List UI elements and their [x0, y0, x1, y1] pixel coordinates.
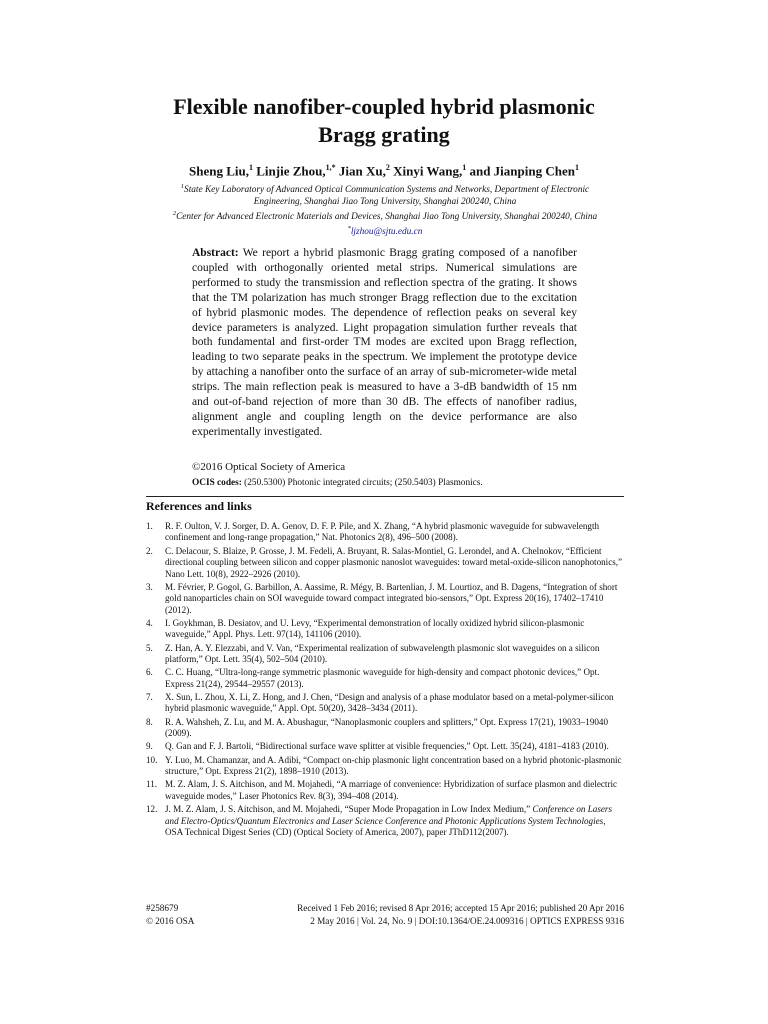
reference-number: 7. [146, 692, 153, 703]
abstract-text: We report a hybrid plasmonic Bragg grating composed of a nanofiber coupled with orthogonally oriented metal strips. Numerical simulations are performed to study the transmission and reflection spectra of the grating. It shows that the TM polarization has much stronger Bragg reflection due to the excitation of hybrid plasmonic modes. The dependence of reflection peaks on several key device parameters is analyzed. Light propagation simulation further reveals that both fundamental and first-order TM modes are excited upon Bragg reflection, leading to two separate peaks in the spectrum. We implement the prototype device by attaching a nanofiber onto the surface of an array of sub-micrometer-wide metal strips. The main reflection peak is measured to have a 3-dB bandwidth of 15 nm and out-of-band rejection of more than 30 dB. The effects of nanofiber radius, alignment angle and coupling length on the device performance are also experimentally investigated. [192, 247, 577, 438]
affiliation-1-line-2: Engineering, Shanghai Jiao Tong University, Shanghai 200240, China [253, 197, 517, 208]
reference-item [146, 741, 624, 752]
ocis-text: (250.5300) Photonic integrated circuits; (250.5403) Plasmonics. [244, 478, 483, 488]
reference-number: 1. [146, 521, 153, 531]
reference-item [146, 755, 624, 778]
reference-number: 4. [146, 617, 153, 628]
corresponding-mark: * [347, 225, 351, 233]
reference-text: Q. Gan and F. J. Bartoli, “Bidirectional surface wave splitter at visible frequencies,” Opt. Lett. 35(24), 4181–4183 (2010). [165, 741, 609, 752]
reference-text: J. M. Z. Alam, J. S. Aitchison, and M. Mojahedi, “Super Mode Propagation in Low Index Medium,” [165, 804, 531, 815]
osa-copyright: © 2016 OSA [146, 916, 195, 926]
page-footer [146, 902, 624, 928]
reference-item [146, 546, 624, 580]
corresponding-email [140, 223, 630, 238]
received-dates: Received 1 Feb 2016; revised 8 Apr 2016; accepted 15 Apr 2016; published 20 Apr 2016 [297, 903, 624, 913]
reference-item [146, 582, 624, 616]
reference-number: 8. [146, 716, 153, 727]
affiliation-1-line-1: State Key Laboratory of Advanced Optical Communication Systems and Networks, Department of Electronic [184, 185, 590, 196]
reference-number: 3. [146, 581, 153, 592]
author-affiliation-mark: 1 [462, 163, 467, 172]
author-name: Xinyi Wang, [393, 163, 463, 179]
copyright-line: ©2016 Optical Society of America [192, 461, 346, 473]
affiliation-mark: 1 [180, 183, 185, 190]
author-list [100, 160, 668, 179]
abstract-label: Abstract: [192, 247, 239, 259]
affiliation-2-line-1: Center for Advanced Electronic Materials and Devices, Shanghai Jiao Tong University, Shanghai 200240, China [176, 212, 598, 223]
reference-text: C. C. Huang, “Ultra-long-range symmetric plasmonic waveguide for high-density and compact photonic devices,” Opt. Express 21(24), 29544–29557 (2013). [165, 667, 600, 689]
affiliation-1 [140, 181, 630, 196]
reference-item [146, 521, 624, 544]
reference-item [146, 804, 624, 838]
manuscript-id: #258679 [146, 903, 179, 913]
author-affiliation-mark: 2 [385, 163, 390, 172]
reference-item [146, 717, 624, 740]
journal-citation: 2 May 2016 | Vol. 24, No. 9 | DOI:10.1364/OE.24.009316 | OPTICS EXPRESS 9316 [310, 916, 624, 926]
reference-text: M. Z. Alam, J. S. Aitchison, and M. Mojahedi, “A marriage of convenience: Hybridization of surface plasmon and dielectric waveguide modes,” Laser Photonics Rev. 8(3), 394–408 (2014). [165, 779, 618, 801]
reference-number: 2. [146, 545, 153, 556]
reference-item [146, 692, 624, 715]
reference-text: X. Sun, L. Zhou, X. Li, Z. Hong, and J. Chen, “Design and analysis of a phase modulator based on a metal-polymer-silicon hybrid plasmonic waveguide,” Appl. Opt. 50(20), 3428–3434 (2011). [165, 692, 614, 714]
reference-text: Y. Luo, M. Chamanzar, and A. Adibi, “Compact on-chip plasmonic light concentration based on a hybrid photonic-plasmonic structure,” Opt. Express 21(2), 1898–1910 (2013). [165, 754, 622, 777]
reference-text: M. Février, P. Gogol, G. Barbillon, A. Aassime, R. Mégy, B. Bartenlian, J. M. Lourtioz, and B. Dagens, “Integration of short gold nanoparticles chain on SOI waveguide toward compact integrated bio-sensors,” Opt. Express 20(16), 17402–17410 (2012). [165, 581, 618, 615]
affiliations [140, 181, 630, 238]
references-heading: References and links [146, 499, 252, 513]
reference-number: 6. [146, 667, 153, 678]
affiliation-2 [140, 208, 630, 223]
affiliation-mark: 2 [172, 210, 177, 218]
title-line-2: Bragg grating [318, 122, 450, 147]
paper-title [100, 93, 668, 149]
author-name: Sheng Liu, [189, 163, 250, 179]
reference-number: 5. [146, 642, 153, 653]
author-name: Linjie Zhou, [256, 163, 326, 179]
author-affiliation-mark: 1 [574, 163, 579, 172]
email-link[interactable]: ljzhou@sjtu.edu.cn [350, 227, 423, 238]
section-divider [146, 496, 624, 497]
reference-item [146, 643, 624, 666]
reference-text: Z. Han, A. Y. Elezzabi, and V. Van, “Experimental realization of subwavelength plasmonic slot waveguides on a silicon platform,” Opt. Lett. 35(4), 502–504 (2010). [165, 642, 600, 665]
reference-number: 9. [146, 741, 153, 752]
reference-item [146, 667, 624, 690]
author-name: Jian Xu, [338, 163, 386, 179]
ocis-label: OCIS codes: [192, 478, 242, 488]
author-affiliation-mark: 1,* [325, 163, 336, 172]
author-name: and Jianping Chen [469, 163, 575, 179]
abstract [192, 246, 577, 440]
author-affiliation-mark: 1 [249, 163, 254, 172]
reference-tail-text: OSA Technical Digest Series (CD) (Optical Society of America, 2007), paper JThD112(2007). [165, 826, 509, 837]
reference-number: 11. [146, 779, 158, 790]
reference-text: I. Goykhman, B. Desiatov, and U. Levy, “Experimental demonstration of locally oxidized hybrid silicon-plasmonic waveguide,” Appl. Phys. Lett. 97(14), 141106 (2010). [165, 617, 585, 640]
reference-number: 12. [146, 804, 158, 815]
reference-item [146, 779, 624, 802]
reference-italic-text: Conference on Lasers and Electro-Optics/Quantum Electronics and Laser Science Conference and Photonic Applications System Technologies, [165, 804, 612, 826]
reference-number: 10. [146, 754, 158, 765]
reference-text: R. F. Oulton, V. J. Sorger, D. A. Genov, D. F. P. Pile, and X. Zhang, “A hybrid plasmonic waveguide for subwavelength confinement and long-range propagation,” Nat. Photonics 2(8), 496–500 (2008). [165, 521, 600, 543]
ocis-codes [192, 477, 612, 489]
reference-list [146, 521, 624, 840]
reference-text: R. A. Wahsheh, Z. Lu, and M. A. Abushagur, “Nanoplasmonic couplers and splitters,” Opt. Express 17(21), 19033–19040 (2009). [165, 716, 609, 739]
title-line-1: Flexible nanofiber-coupled hybrid plasmonic [173, 94, 595, 119]
reference-item [146, 618, 624, 641]
reference-text: C. Delacour, S. Blaize, P. Grosse, J. M. Fedeli, A. Bruyant, R. Salas-Montiel, G. Lerondel, and A. Chelnokov, “Efficient directional coupling between silicon and copper plasmonic nanoslot waveguides: toward metal-oxide-silicon nanophotonics,” Nano Lett. 10(8), 2922–2926 (2010). [165, 545, 623, 579]
